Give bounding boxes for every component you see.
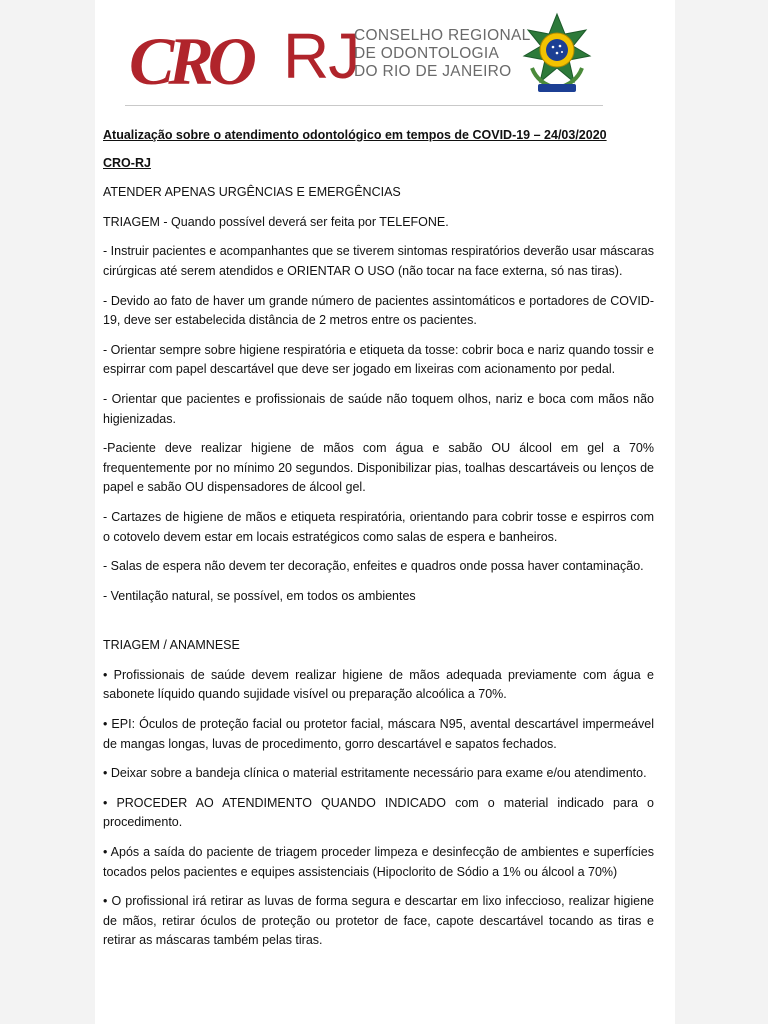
document-subtitle: CRO-RJ <box>103 155 151 170</box>
document-title: Atualização sobre o atendimento odontológico em tempos de COVID-19 – 24/03/2020 <box>103 128 607 142</box>
brazil-coat-of-arms-icon <box>518 12 596 98</box>
paragraph: - Instruir pacientes e acompanhantes que se tiverem sintomas respiratórios deverão usar máscaras cirúrgicas até serem atendidos e ORIENTAR O USO (não tocar na face externa, só nas tiras). <box>103 244 654 278</box>
org-name-line1: CONSELHO REGIONAL <box>354 27 531 44</box>
paragraph: - Orientar que pacientes e profissionais de saúde não toquem olhos, nariz e boca com mãos não higienizadas. <box>103 391 654 426</box>
bullet-item: • Profissionais de saúde devem realizar higiene de mãos adequada previamente com água e sabonete líquido quando sujidade visível ou preparação alcoólica a 70%. <box>103 667 654 702</box>
paragraph: - Orientar sempre sobre higiene respiratória e etiqueta da tosse: cobrir boca e nariz quando tossir e espirrar com papel descartável que deve ser jogado em lixeiras com acionamento por pedal. <box>103 342 654 377</box>
paragraph: - Cartazes de higiene de mãos e etiqueta respiratória, orientando para cobrir tosse e espirros com o cotovelo devem estar em locais estratégicos como salas de espera e banheiros. <box>103 509 654 544</box>
bullet-item: • Após a saída do paciente de triagem proceder limpeza e desinfecção de ambientes e superfícies tocados pelos pacientes e equipes assistenciais (Hipoclorito de Sódio a 1% ou álcool a 70%) <box>103 845 654 879</box>
bullet-item: • EPI: Óculos de proteção facial ou protetor facial, máscara N95, avental descartável impermeável de mangas longas, luvas de procedimento, gorro descartável e sapatos fechados. <box>103 717 654 751</box>
org-name-line3: DO RIO DE JANEIRO <box>354 63 512 80</box>
letterhead <box>95 0 675 118</box>
paragraph: - Ventilação natural, se possível, em todos os ambientes <box>103 588 416 603</box>
paragraph: TRIAGEM - Quando possível deverá ser feita por TELEFONE. <box>103 214 449 229</box>
bullet-item: • PROCEDER AO ATENDIMENTO QUANDO INDICADO com o material indicado para o procedimento. <box>103 795 654 830</box>
header-divider <box>125 105 603 106</box>
logo-rj-text: RJ <box>283 20 360 92</box>
organization-name <box>354 27 531 81</box>
paragraph: - Salas de espera não devem ter decoração, enfeites e quadros onde possa haver contaminação. <box>103 559 644 574</box>
section-heading-urgencias: ATENDER APENAS URGÊNCIAS E EMERGÊNCIAS <box>103 185 401 200</box>
cro-logo-text: CRO <box>129 23 251 94</box>
bullet-item: • O profissional irá retirar as luvas de forma segura e descartar em lixo infeccioso, realizar higiene de mãos, retirar óculos de proteção ou protetor de face, capote descartável tocando as tiras e retirar as máscaras também pelas tiras. <box>103 894 654 948</box>
paragraph: -Paciente deve realizar higiene de mãos com água e sabão OU álcool em gel a 70% frequentemente por no mínimo 20 segundos. Disponibilizar pias, toalhas descartáveis ou lenços de papel e sabão OU dispensadores de álcool gel. <box>103 441 654 495</box>
section-heading-triagem: TRIAGEM / ANAMNESE <box>103 638 240 653</box>
org-name-line2: DE ODONTOLOGIA <box>354 45 500 62</box>
document-body <box>103 118 654 951</box>
cro-logo <box>127 22 277 94</box>
paragraph: - Devido ao fato de haver um grande número de pacientes assintomáticos e portadores de COVID-19, deve ser estabelecida distância de 2 metros entre os pacientes. <box>103 293 654 328</box>
bullet-item: • Deixar sobre a bandeja clínica o material estritamente necessário para exame e/ou atendimento. <box>103 766 647 781</box>
